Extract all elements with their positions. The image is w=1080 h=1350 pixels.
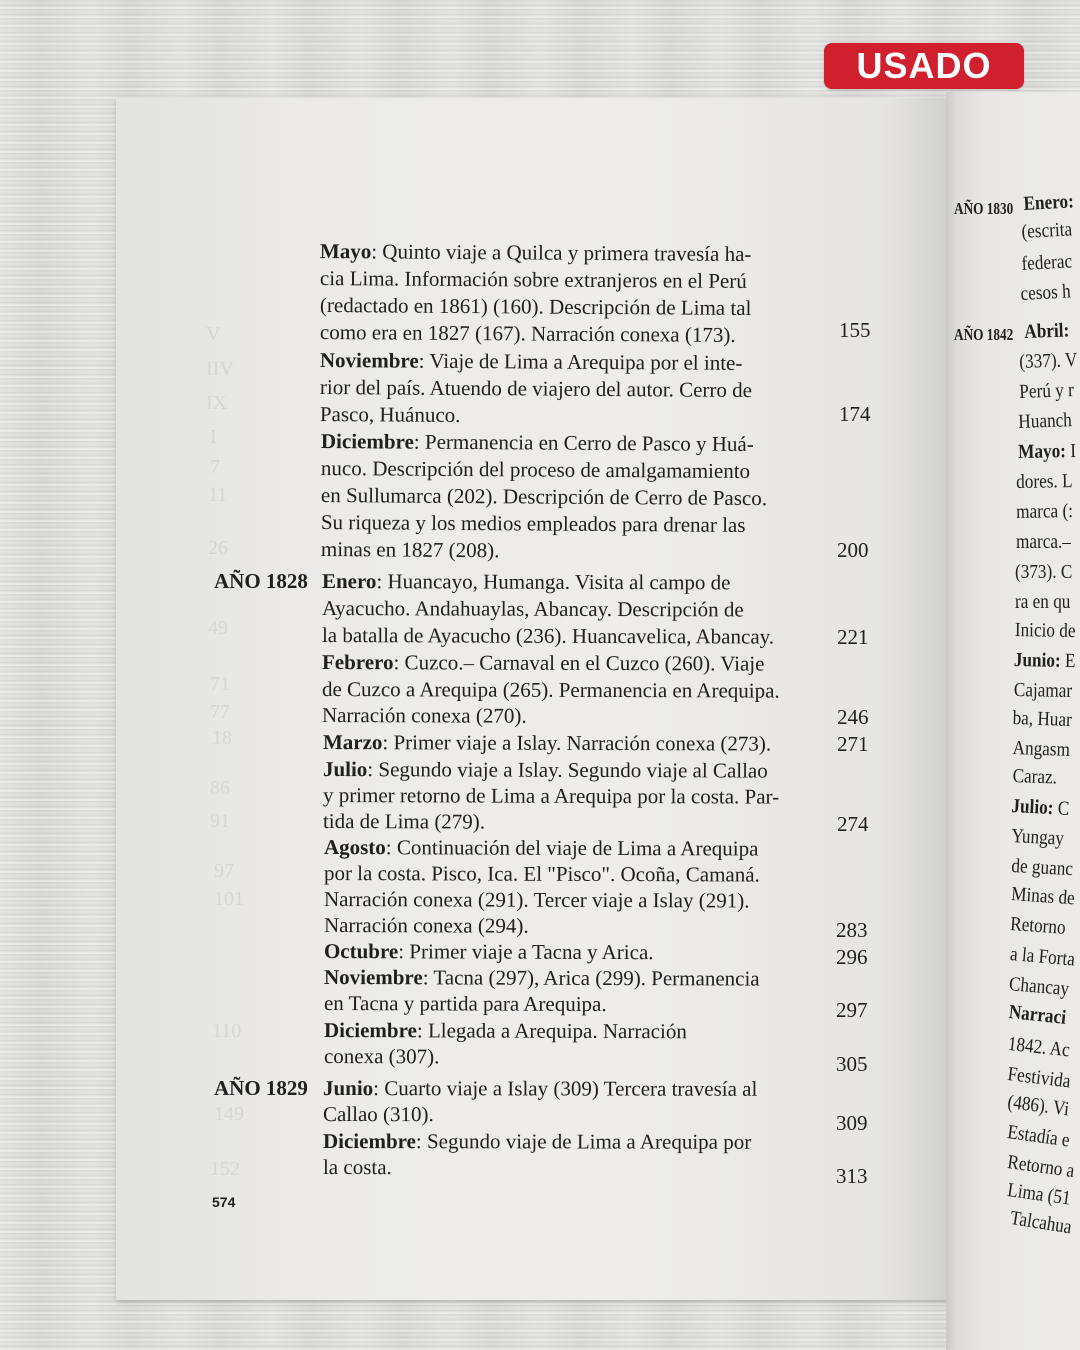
toc-entry-line bbox=[1009, 944, 1075, 970]
toc-entry-line bbox=[1011, 826, 1065, 849]
bleed-through-text: V bbox=[206, 323, 221, 345]
bleed-through-text: 152 bbox=[210, 1158, 240, 1180]
toc-entry-line bbox=[324, 1046, 440, 1067]
toc-page-number: 200 bbox=[837, 538, 869, 562]
toc-entry-line bbox=[322, 571, 731, 593]
entry-text: Lima (51 bbox=[1006, 1179, 1073, 1210]
entry-text: en Sullumarca (202). Descripción de Cerro de Pasco. bbox=[320, 483, 768, 511]
toc-entry-line bbox=[324, 967, 760, 990]
entry-text: (373). C bbox=[1015, 561, 1073, 583]
toc-entry-line bbox=[1010, 914, 1067, 938]
month-label: Diciembre bbox=[323, 1018, 417, 1043]
bleed-through-text: IIV bbox=[206, 358, 234, 380]
toc-page-number: 271 bbox=[837, 732, 869, 756]
entry-text: la batalla de Ayacucho (236). Huancavelica, Abancay. bbox=[321, 623, 775, 649]
toc-page-number: 313 bbox=[836, 1164, 868, 1188]
toc-page-number: 174 bbox=[839, 402, 871, 426]
month-label: Diciembre bbox=[322, 1129, 416, 1154]
entry-text: : Quinto viaje a Quilca y primera travesía ha- bbox=[371, 239, 752, 267]
toc-entry-line bbox=[324, 1020, 687, 1042]
entry-text: : Huancayo, Humanga. Visita al campo de bbox=[376, 569, 731, 595]
entry-text: cesos h bbox=[1019, 280, 1072, 305]
entry-text: : Segundo viaje de Lima a Arequipa por bbox=[415, 1129, 752, 1154]
toc-entry-line bbox=[321, 539, 500, 561]
entry-text: marca.– bbox=[1016, 531, 1071, 553]
toc-entry-line bbox=[323, 1104, 434, 1125]
month-label: Diciembre bbox=[320, 429, 414, 454]
toc-entry-line bbox=[1021, 251, 1073, 274]
toc-entry-line bbox=[320, 241, 752, 265]
entry-text: Cajamar bbox=[1013, 679, 1073, 703]
entry-text: : Permanencia en Cerro de Pasco y Huá- bbox=[413, 429, 754, 457]
entry-text: Chancay bbox=[1008, 973, 1071, 1001]
toc-entry-line bbox=[1019, 380, 1074, 402]
entry-text: conexa (307). bbox=[323, 1044, 440, 1069]
usado-badge: USADO bbox=[824, 43, 1024, 89]
toc-entry-line bbox=[321, 512, 746, 536]
month-label: Junio: bbox=[1013, 649, 1061, 672]
bleed-through-text: 49 bbox=[208, 617, 228, 639]
toc-entry-line bbox=[1016, 471, 1073, 492]
toc-entry-line bbox=[320, 268, 747, 292]
month-label: Julio: bbox=[1010, 795, 1055, 820]
entry-text: Narración conexa (270). bbox=[321, 703, 527, 728]
toc-page-number: 296 bbox=[836, 945, 868, 969]
toc-entry-line bbox=[323, 811, 485, 833]
toc-entry-line bbox=[1024, 320, 1070, 342]
bleed-through-text: 149 bbox=[214, 1103, 244, 1125]
entry-text: de guanc bbox=[1010, 855, 1074, 881]
entry-text: rior del país. Atuendo de viajero del autor. Cerro de bbox=[319, 375, 753, 403]
entry-text: : Primer viaje a Tacna y Arica. bbox=[398, 939, 654, 965]
entry-text: : Continuación del viaje de Lima a Arequipa bbox=[385, 835, 759, 861]
month-label: Julio bbox=[322, 757, 368, 782]
entry-text: la costa. bbox=[322, 1155, 392, 1180]
entry-text: : Llegada a Arequipa. Narración bbox=[416, 1018, 687, 1044]
toc-entry-line bbox=[324, 915, 529, 937]
entry-text: (redactado en 1861) (160). Descripción de Lima tal bbox=[319, 293, 752, 321]
toc-page-number: 221 bbox=[837, 625, 869, 649]
toc-entry-line bbox=[1014, 680, 1073, 701]
bleed-through-text: 26 bbox=[208, 537, 228, 559]
month-label: Mayo bbox=[319, 239, 372, 264]
toc-entry-line bbox=[321, 485, 767, 509]
entry-text: como era en 1827 (167). Narración conexa (173). bbox=[319, 320, 736, 347]
entry-text: Narración conexa (291). Tercer viaje a Islay (291). bbox=[323, 887, 750, 913]
toc-entry-line bbox=[1011, 856, 1074, 879]
month-label: Octubre bbox=[323, 939, 399, 964]
toc-entry-line bbox=[1011, 884, 1076, 908]
toc-entry-line bbox=[320, 295, 752, 319]
month-label: Noviembre bbox=[319, 348, 419, 373]
toc-entry-line bbox=[323, 1131, 751, 1153]
bleed-through-text: 18 bbox=[212, 727, 232, 749]
entry-text: : Tacna (297), Arica (299). Permanencia bbox=[422, 965, 760, 991]
bleed-through-text: 86 bbox=[210, 777, 230, 799]
bleed-through-text: 101 bbox=[214, 888, 244, 910]
entry-text: Minas de bbox=[1010, 883, 1076, 910]
month-label: Agosto bbox=[323, 835, 386, 860]
entry-text: (486). Vi bbox=[1006, 1091, 1071, 1121]
entry-text: tida de Lima (279). bbox=[322, 809, 486, 834]
toc-entry-line bbox=[321, 431, 754, 455]
toc-entry-line bbox=[1020, 281, 1071, 304]
toc-entry-line bbox=[1015, 592, 1070, 612]
toc-entry-line bbox=[321, 458, 750, 482]
toc-entry-line bbox=[1014, 650, 1076, 671]
entry-text: Perú y r bbox=[1018, 379, 1075, 403]
entry-text: Talcahua bbox=[1008, 1207, 1074, 1239]
toc-entry-line bbox=[323, 785, 779, 808]
entry-text: Ayacucho. Andahuaylas, Abancay. Descripción de bbox=[321, 596, 744, 622]
entry-text: en Tacna y partida para Arequipa. bbox=[323, 991, 607, 1016]
entry-text: a la Forta bbox=[1009, 943, 1076, 971]
entry-text: Su riqueza y los medios empleados para drenar las bbox=[320, 510, 746, 537]
bleed-through-text: I bbox=[210, 426, 217, 448]
month-label: Febrero bbox=[321, 650, 394, 675]
entry-text: ra en qu bbox=[1015, 591, 1071, 613]
entry-text: Retorno bbox=[1009, 913, 1067, 939]
toc-entry-line bbox=[1018, 410, 1072, 432]
toc-entry-line bbox=[1019, 350, 1078, 372]
entry-text: Pasco, Huánuco. bbox=[319, 402, 461, 427]
toc-entry-line bbox=[1015, 620, 1076, 641]
bleed-through-text: 91 bbox=[210, 810, 230, 832]
toc-entry-line bbox=[1016, 501, 1073, 522]
bleed-through-text: 97 bbox=[214, 860, 234, 882]
year-heading: AÑO 1830 bbox=[954, 199, 1014, 218]
bleed-through-text: IX bbox=[206, 392, 228, 414]
toc-entry-line bbox=[323, 1078, 757, 1100]
entry-text: minas en 1827 (208). bbox=[320, 537, 500, 563]
entry-text: I bbox=[1065, 439, 1077, 463]
bleed-through-text: 11 bbox=[208, 484, 228, 506]
toc-entry-line bbox=[324, 837, 759, 860]
entry-text: y primer retorno de Lima a Arequipa por la costa. Par- bbox=[322, 783, 780, 809]
toc-page-number: 274 bbox=[837, 812, 869, 836]
entry-text: ba, Huar bbox=[1012, 707, 1073, 732]
month-label: Marzo bbox=[322, 730, 383, 755]
entry-text: E bbox=[1060, 649, 1076, 673]
bleed-through-text: 110 bbox=[212, 1020, 242, 1042]
toc-entry-line bbox=[1012, 708, 1072, 730]
toc-entry-line bbox=[322, 625, 774, 648]
entry-text: Callao (310). bbox=[322, 1102, 434, 1127]
bleed-through-text: 71 bbox=[210, 673, 230, 695]
toc-entry-line bbox=[1008, 974, 1070, 999]
bleed-through-text: 7 bbox=[210, 456, 220, 478]
entry-text: Estadía e bbox=[1006, 1121, 1072, 1152]
entry-text: (337). V bbox=[1018, 348, 1078, 373]
month-label: Mayo: bbox=[1017, 440, 1067, 463]
toc-entry-line bbox=[322, 705, 527, 727]
entry-text: cia Lima. Información sobre extranjeros en el Perú bbox=[319, 266, 747, 293]
entry-text: por la costa. Pisco, Ica. El "Pisco". Ocoña, Camaná. bbox=[323, 861, 760, 887]
month-label: Enero: bbox=[1022, 190, 1075, 215]
toc-entry-line bbox=[1012, 738, 1070, 760]
toc-entry-line bbox=[324, 941, 654, 963]
entry-text: (escrita bbox=[1020, 218, 1073, 243]
year-heading: AÑO 1828 bbox=[214, 569, 308, 593]
entry-text: Festivida bbox=[1006, 1063, 1072, 1093]
year-heading: AÑO 1842 bbox=[954, 325, 1014, 344]
entry-text: dores. L bbox=[1015, 470, 1073, 493]
entry-text: Angasm bbox=[1012, 737, 1071, 761]
entry-text: nuco. Descripción del proceso de amalgamamiento bbox=[320, 456, 751, 483]
month-label: Junio bbox=[322, 1076, 374, 1101]
toc-entry-line bbox=[322, 652, 765, 675]
toc-page-number: 155 bbox=[839, 318, 871, 342]
toc-entry-line bbox=[1011, 796, 1070, 819]
entry-text: 1842. Ac bbox=[1006, 1033, 1071, 1062]
toc-entry-line bbox=[1023, 191, 1074, 214]
toc-entry-line bbox=[322, 679, 780, 702]
toc-entry-line bbox=[320, 322, 736, 346]
toc-entry-line bbox=[1016, 532, 1071, 552]
toc-entry-line bbox=[1021, 219, 1073, 242]
entry-text: Huanch bbox=[1017, 409, 1073, 433]
toc-entry-line bbox=[323, 732, 771, 755]
toc-entry-line bbox=[324, 993, 607, 1015]
entry-text: : Cuzco.– Carnaval en el Cuzco (260). Viaje bbox=[393, 650, 765, 676]
entry-text: Inicio de bbox=[1014, 619, 1076, 643]
year-heading: AÑO 1829 bbox=[214, 1076, 308, 1100]
toc-page-number: 283 bbox=[836, 918, 868, 942]
entry-text: Caraz. bbox=[1012, 765, 1058, 789]
month-label: Narraci bbox=[1007, 1001, 1068, 1029]
toc-entry-line bbox=[324, 889, 750, 911]
toc-entry-line bbox=[322, 598, 744, 620]
page-folio-number: 574 bbox=[212, 1194, 236, 1210]
toc-entry-line bbox=[1018, 441, 1076, 462]
month-label: Noviembre bbox=[323, 965, 423, 990]
toc-page-number: 246 bbox=[837, 705, 869, 729]
entry-text: de Cuzco a Arequipa (265). Permanencia en Arequipa. bbox=[321, 677, 780, 703]
toc-entry-line bbox=[323, 759, 768, 782]
toc-entry-line bbox=[1012, 766, 1057, 788]
bleed-through-text: 77 bbox=[210, 701, 230, 723]
entry-text: : Viaje de Lima a Arequipa por el inte- bbox=[418, 348, 743, 375]
entry-text: marca (: bbox=[1015, 500, 1074, 523]
toc-entry-line bbox=[323, 1157, 392, 1178]
entry-text: Yungay bbox=[1010, 825, 1065, 850]
entry-text: Narración conexa (294). bbox=[323, 913, 529, 938]
entry-text: Retorno a bbox=[1006, 1151, 1076, 1183]
toc-page-number: 297 bbox=[836, 998, 868, 1022]
entry-text: : Cuarto viaje a Islay (309) Tercera travesía al bbox=[373, 1076, 758, 1101]
month-label: Abril: bbox=[1023, 319, 1070, 343]
toc-page-number: 309 bbox=[836, 1111, 868, 1135]
entry-text: : Segundo viaje a Islay. Segundo viaje al Callao bbox=[367, 757, 768, 783]
entry-text: : Primer viaje a Islay. Narración conexa (273). bbox=[382, 730, 772, 756]
entry-text: C bbox=[1052, 797, 1070, 820]
toc-entry-line bbox=[320, 404, 461, 426]
toc-entry-line bbox=[320, 350, 743, 374]
toc-entry-line bbox=[1015, 562, 1072, 582]
toc-entry-line bbox=[320, 377, 752, 401]
entry-text: federac bbox=[1020, 250, 1073, 275]
toc-page-number: 305 bbox=[836, 1052, 868, 1076]
toc-entry-line bbox=[324, 863, 760, 886]
month-label: Enero bbox=[321, 569, 377, 594]
